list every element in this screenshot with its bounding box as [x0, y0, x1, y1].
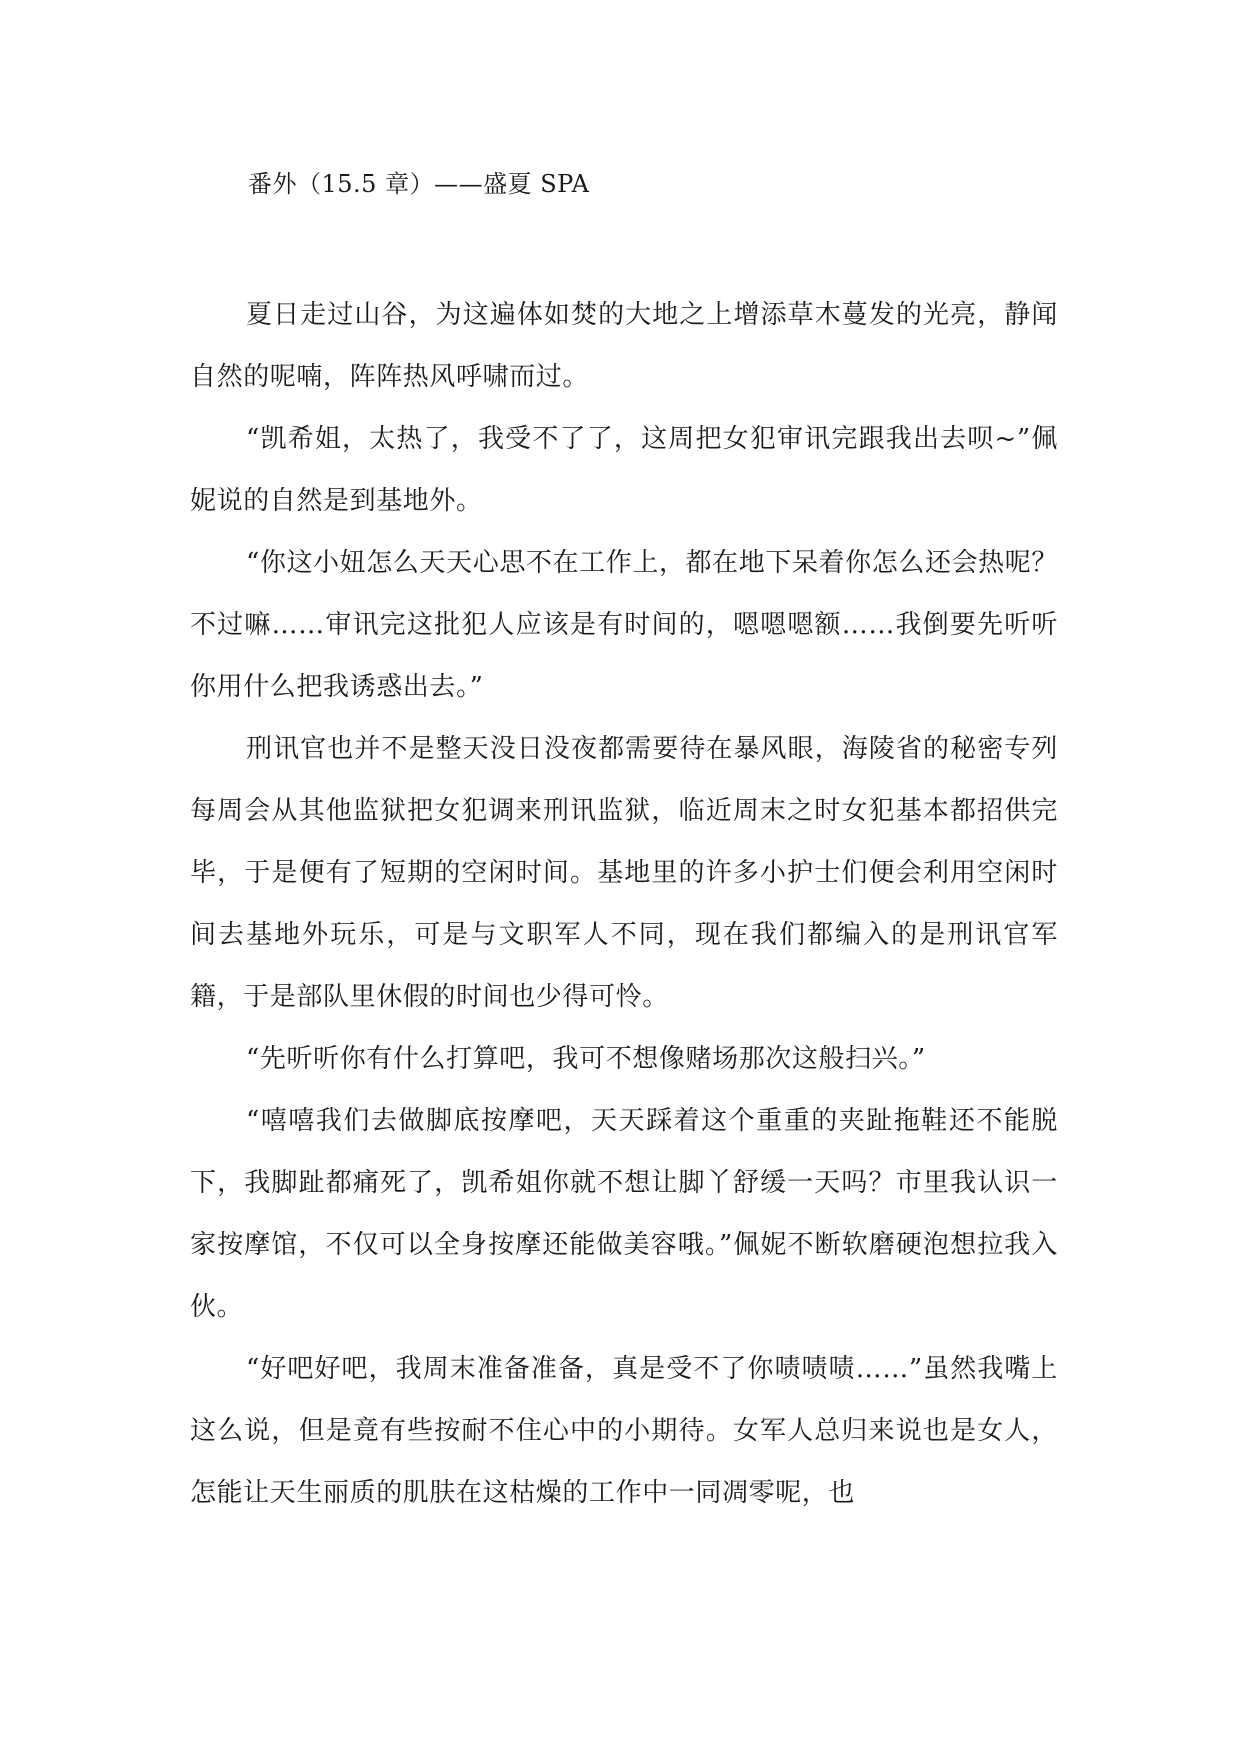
document-body: [190, 284, 1058, 1524]
paragraph: “好吧好吧，我周末准备准备，真是受不了你啧啧啧……”虽然我嘴上这么说，但是竟有些按耐不住心中的小期待。女军人总归来说也是女人，怎能让天生丽质的肌肤在这枯燥的工作中一同凋零呢，也: [190, 1354, 1058, 1508]
paragraph: 夏日走过山谷，为这遍体如焚的大地之上增添草木蔓发的光亮，静闻自然的呢喃，阵阵热风呼啸而过。: [190, 300, 1058, 392]
paragraph: “凯希姐，太热了，我受不了了，这周把女犯审讯完跟我出去呗~”佩妮说的自然是到基地外。: [190, 424, 1058, 516]
chapter-title: 番外（15.5 章）——盛夏 SPA: [248, 170, 590, 198]
paragraph: “先听听你有什么打算吧，我可不想像赌场那次这般扫兴。”: [246, 1044, 926, 1074]
paragraph: “嘻嘻我们去做脚底按摩吧，天天踩着这个重重的夹趾拖鞋还不能脱下，我脚趾都痛死了，凯希姐你就不想让脚丫舒缓一天吗？市里我认识一家按摩馆，不仅可以全身按摩还能做美容哦。”佩妮不断软磨硬泡想拉我入伙。: [190, 1106, 1058, 1322]
paragraph: “你这小妞怎么天天心思不在工作上，都在地下呆着你怎么还会热呢？不过嘛……审讯完这批犯人应该是有时间的，嗯嗯嗯额……我倒要先听听你用什么把我诱惑出去。”: [190, 548, 1058, 702]
paragraph: 刑讯官也并不是整天没日没夜都需要待在暴风眼，海陵省的秘密专列每周会从其他监狱把女犯调来刑讯监狱，临近周末之时女犯基本都招供完毕，于是便有了短期的空闲时间。基地里的许多小护士们便会利用空闲时间去基地外玩乐，可是与文职军人不同，现在我们都编入的是刑讯官军籍，于是部队里休假的时间也少得可怜。: [190, 734, 1058, 1012]
